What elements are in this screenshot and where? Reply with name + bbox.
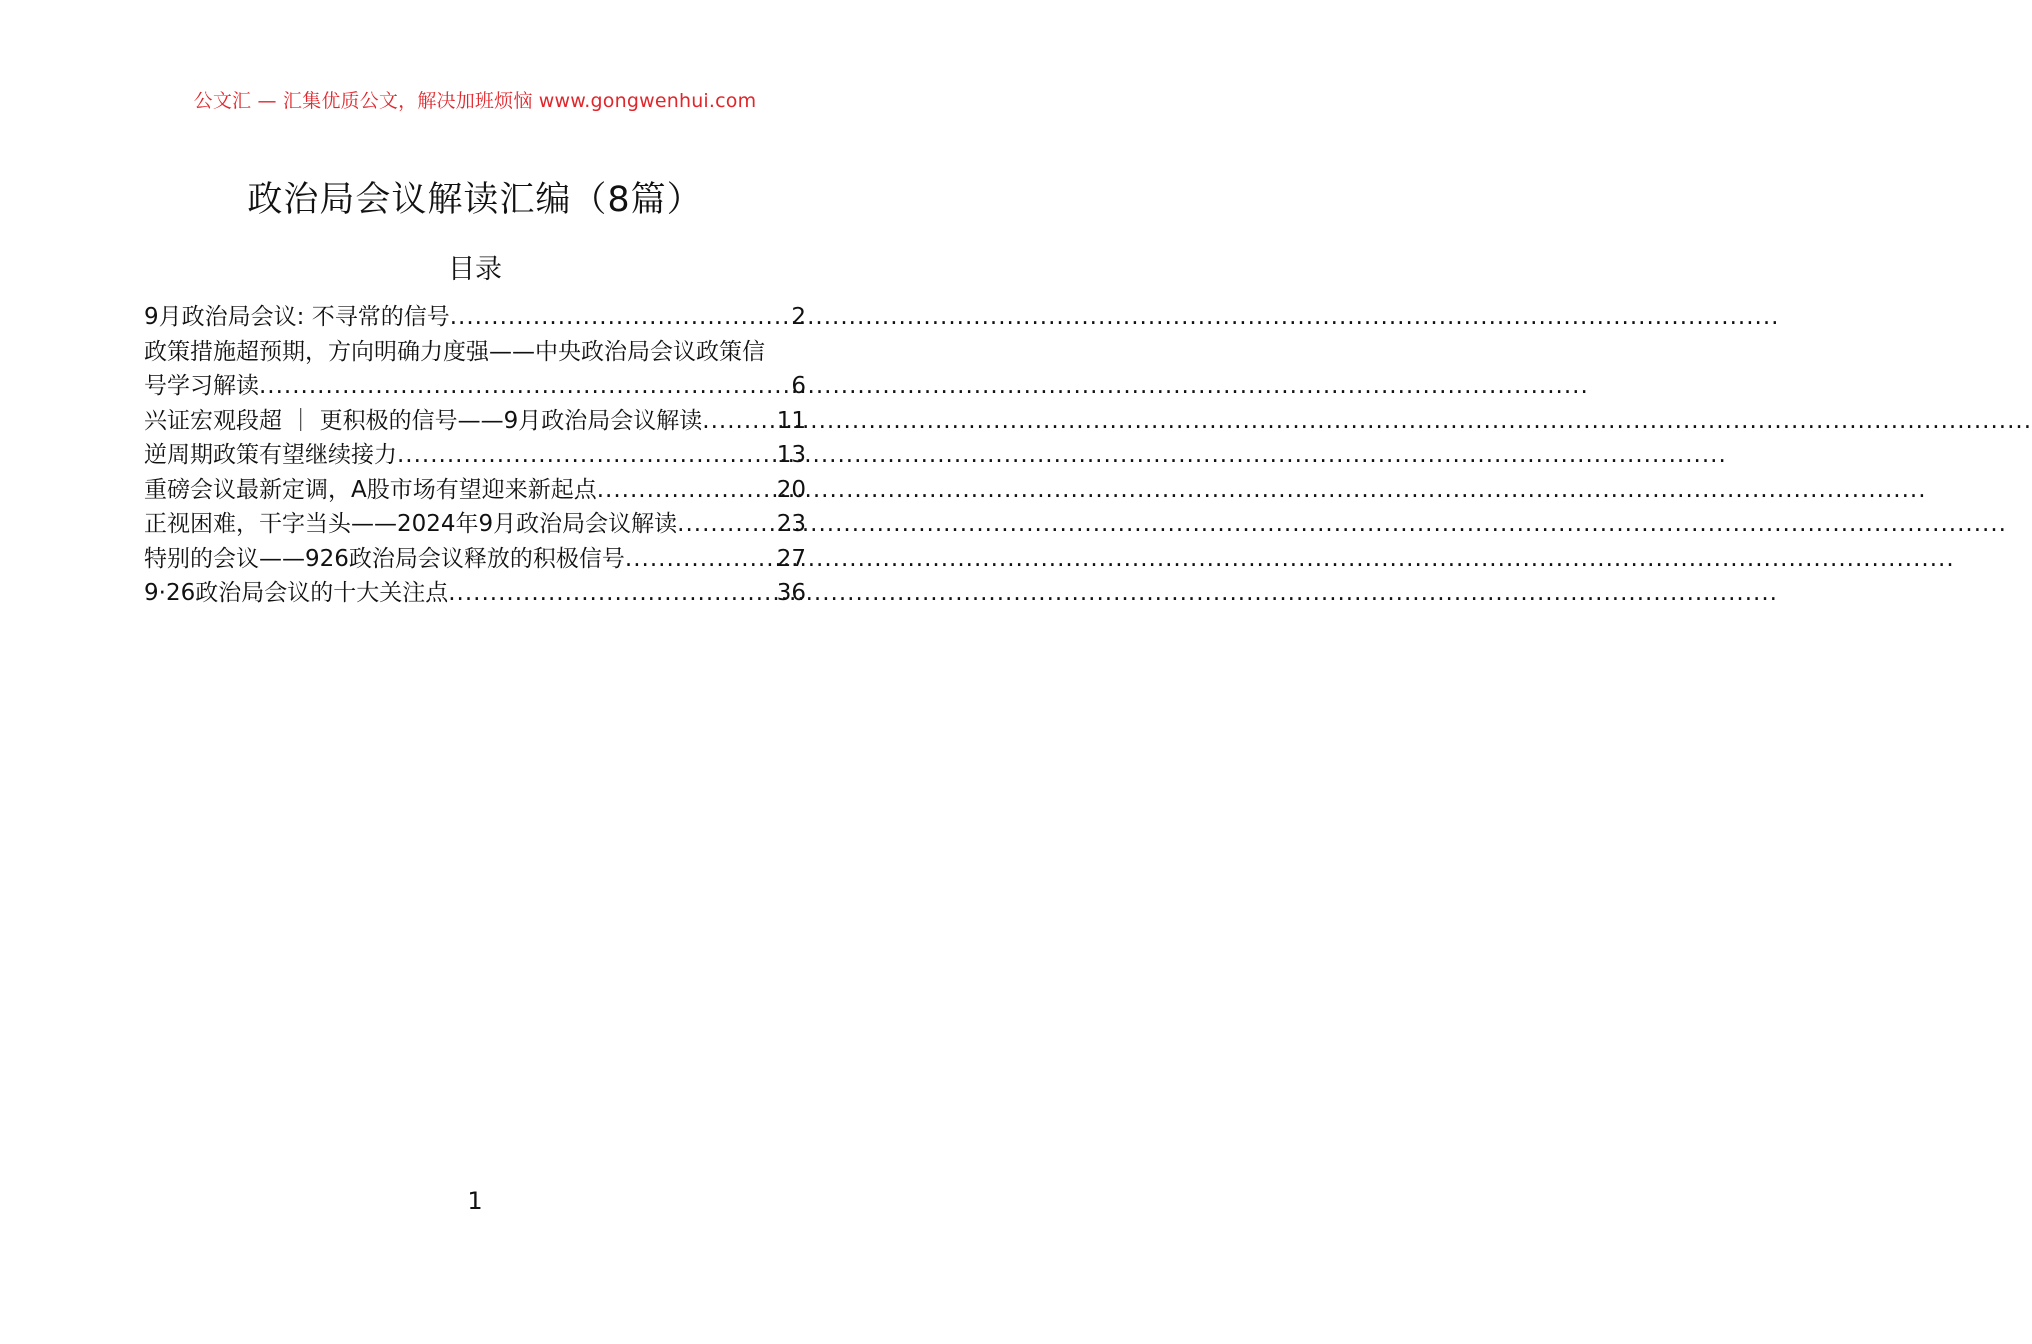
toc-entry-page: 27 — [776, 545, 806, 572]
toc-entry-page: 36 — [776, 580, 806, 606]
toc-leader — [448, 576, 775, 611]
toc-leader — [450, 300, 790, 335]
toc-entry[interactable] — [144, 473, 806, 508]
toc-entry-title: 9·26政治局会议的十大关注点 — [144, 580, 449, 606]
toc-leader — [597, 473, 775, 508]
toc-entry-title: 重磅会议最新定调，A股市场有望迎来新起点 — [144, 476, 597, 503]
toc-entry-title: 正视困难，干字当头——2024年9月政治局会议解读 — [144, 511, 678, 537]
toc-entry-title: 特别的会议——926政治局会议释放的积极信号 — [144, 545, 625, 572]
toc-entry[interactable] — [144, 438, 806, 473]
toc-entry[interactable] — [144, 507, 806, 542]
toc-entry-page: 6 — [791, 373, 806, 399]
toc-leader — [702, 404, 774, 439]
toc-leader — [397, 438, 775, 473]
toc-leader — [677, 507, 775, 542]
toc-leader — [259, 369, 789, 404]
toc-entry[interactable] — [144, 300, 806, 335]
page-number: 1 — [467, 1187, 483, 1215]
toc-entry-title: 兴证宏观段超 ｜ 更积极的信号——9月政治局会议解读 — [144, 407, 703, 434]
toc-heading: 目录 — [448, 254, 502, 285]
toc-entry-page: 20 — [776, 476, 806, 503]
toc-entry[interactable] — [144, 404, 806, 439]
toc-entry-page: 13 — [776, 442, 806, 468]
table-of-contents — [144, 300, 806, 611]
toc-entry-title: 逆周期政策有望继续接力 — [144, 442, 397, 468]
toc-entry[interactable] — [144, 576, 806, 611]
site-banner: 公文汇 — 汇集优质公文，解决加班烦恼 www.gongwenhui.com — [193, 90, 757, 112]
toc-entry[interactable] — [144, 542, 806, 577]
toc-entry-page: 23 — [776, 511, 806, 537]
toc-entry-title-continued: 号学习解读 — [144, 373, 259, 399]
toc-leader — [625, 542, 775, 577]
toc-entry[interactable] — [144, 335, 806, 404]
toc-entry-title: 9月政治局会议: 不寻常的信号 — [144, 304, 450, 330]
toc-entry-page: 2 — [791, 304, 806, 330]
toc-entry-title: 政策措施超预期，方向明确力度强——中央政治局会议政策信 — [144, 338, 765, 365]
toc-entry-page: 11 — [776, 407, 806, 434]
document-title: 政治局会议解读汇编（8篇） — [247, 180, 703, 220]
